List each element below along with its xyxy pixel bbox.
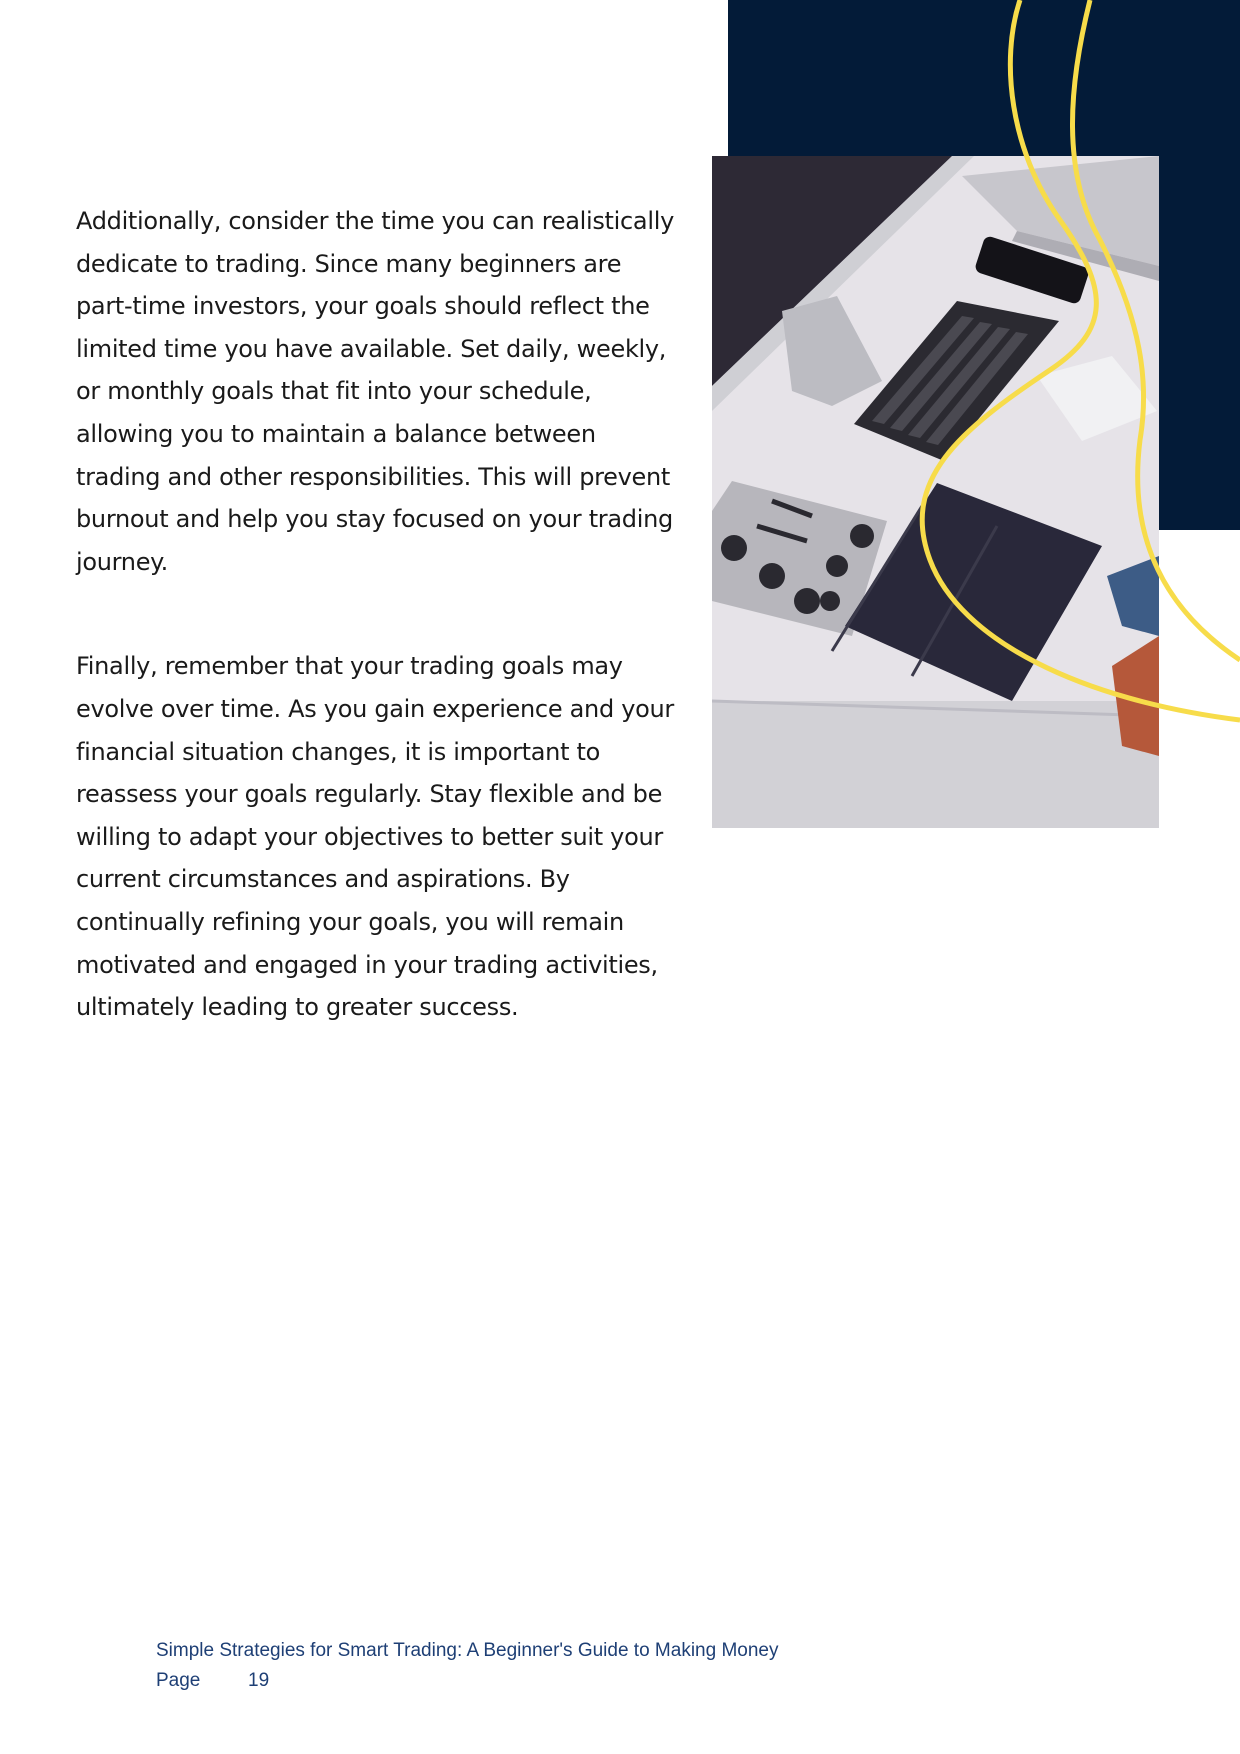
body-text: [76, 200, 676, 1091]
paragraph-1: Additionally, consider the time you can realistically dedicate to trading. Since many beginners are part-time investors, your goals should reflect the limited time you have available. Set daily, weekly, or monthly goals that fit into your schedule, allowing you to maintain a balance between trading and other responsibilities. This will prevent burnout and help you stay focused on your trading journey.: [76, 207, 674, 576]
footer-book-title: Simple Strategies for Smart Trading: A Beginner's Guide to Making Money: [156, 1640, 779, 1661]
paragraph-2: Finally, remember that your trading goals may evolve over time. As you gain experience and your financial situation changes, it is important to reassess your goals regularly. Stay flexible and be willing to adapt your objectives to better suit your current circumstances and aspirations. By continually refining your goals, you will remain motivated and engaged in your trading activities, ultimately leading to greater success.: [76, 652, 674, 1022]
footer-page-number: 19: [248, 1670, 270, 1691]
desk-devices-photo: [712, 156, 1159, 828]
footer-page-row: [156, 1666, 779, 1696]
desk-devices-illustration: [712, 156, 1159, 828]
footer-page-label: Page: [156, 1670, 201, 1691]
page-footer: [156, 1636, 779, 1696]
